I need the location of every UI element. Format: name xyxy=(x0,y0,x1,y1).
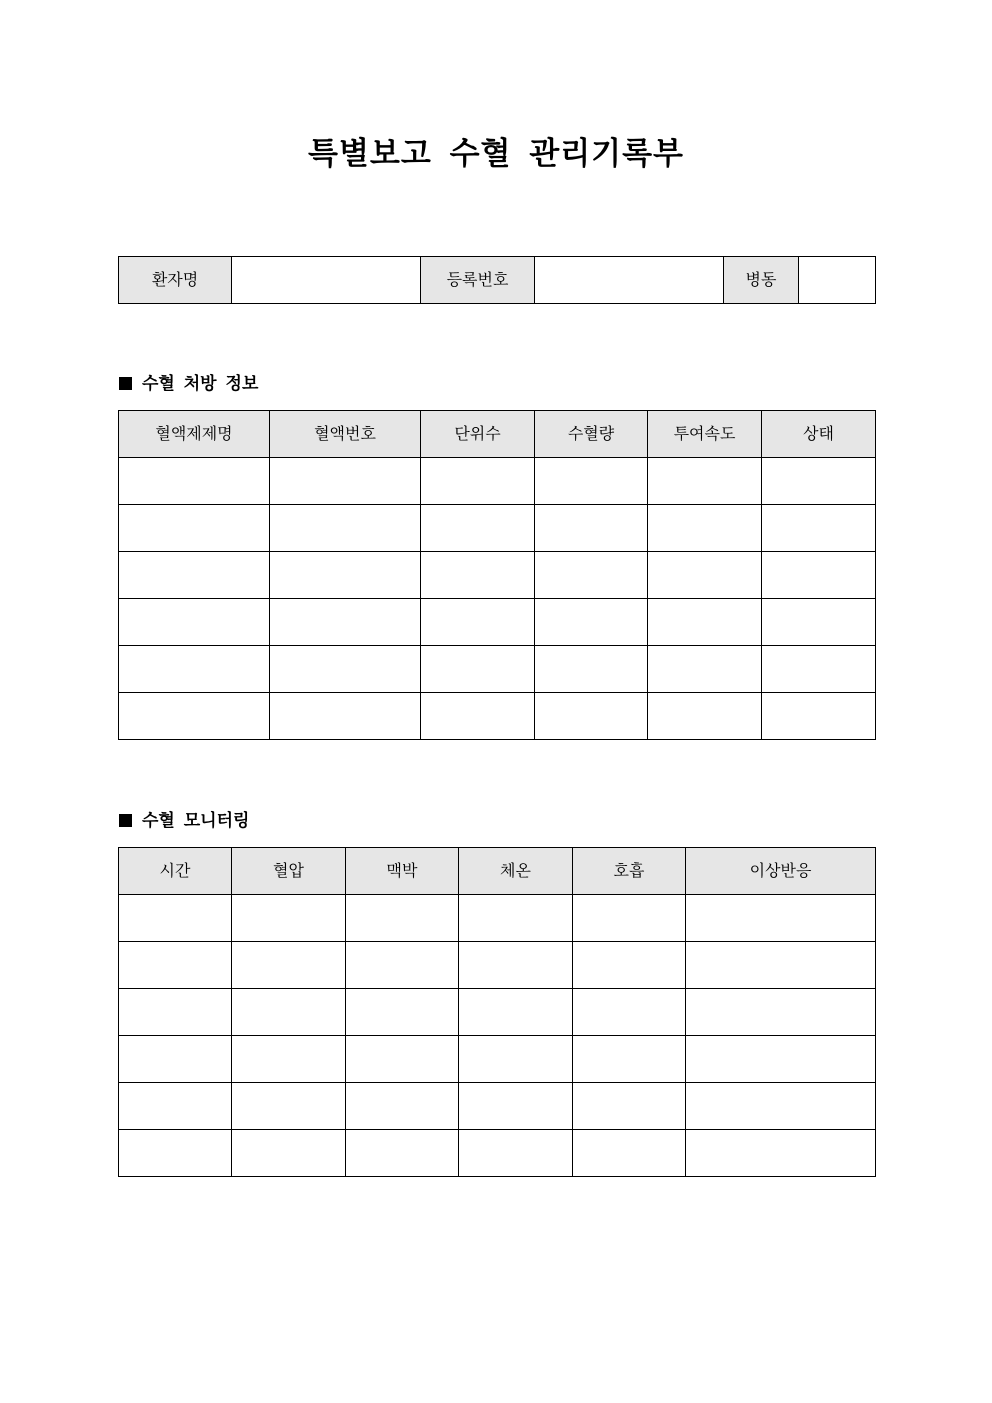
square-bullet-icon xyxy=(119,377,132,390)
prescription-cell[interactable] xyxy=(421,458,535,505)
prescription-cell[interactable] xyxy=(648,505,762,552)
prescription-cell[interactable] xyxy=(421,505,535,552)
prescription-cell[interactable] xyxy=(119,693,270,740)
column-header-status: 상태 xyxy=(762,411,876,458)
prescription-heading-text: 수혈 처방 정보 xyxy=(142,374,259,394)
monitoring-cell[interactable] xyxy=(459,1083,573,1130)
monitoring-cell[interactable] xyxy=(232,895,346,942)
prescription-cell[interactable] xyxy=(535,505,648,552)
monitoring-cell[interactable] xyxy=(573,895,686,942)
prescription-cell[interactable] xyxy=(535,552,648,599)
column-header-units: 단위수 xyxy=(421,411,535,458)
column-header-blood-number: 혈액번호 xyxy=(270,411,421,458)
prescription-cell[interactable] xyxy=(762,552,876,599)
prescription-cell[interactable] xyxy=(535,458,648,505)
monitoring-cell[interactable] xyxy=(686,1036,876,1083)
prescription-cell[interactable] xyxy=(762,505,876,552)
patient-info-row xyxy=(119,257,876,304)
monitoring-cell[interactable] xyxy=(686,1083,876,1130)
table-row xyxy=(119,1083,876,1130)
table-row xyxy=(119,552,876,599)
table-row xyxy=(119,693,876,740)
monitoring-cell[interactable] xyxy=(686,942,876,989)
prescription-section-heading xyxy=(119,372,258,396)
prescription-table xyxy=(118,410,876,740)
monitoring-cell[interactable] xyxy=(346,895,459,942)
prescription-cell[interactable] xyxy=(119,646,270,693)
prescription-cell[interactable] xyxy=(535,693,648,740)
monitoring-heading-text: 수혈 모니터링 xyxy=(142,811,250,831)
prescription-cell[interactable] xyxy=(648,646,762,693)
prescription-cell[interactable] xyxy=(119,552,270,599)
monitoring-cell[interactable] xyxy=(573,1083,686,1130)
column-header-volume: 수혈량 xyxy=(535,411,648,458)
prescription-cell[interactable] xyxy=(421,693,535,740)
monitoring-cell[interactable] xyxy=(346,942,459,989)
table-row xyxy=(119,1036,876,1083)
monitoring-cell[interactable] xyxy=(459,989,573,1036)
monitoring-cell[interactable] xyxy=(119,1036,232,1083)
monitoring-table xyxy=(118,847,876,1177)
column-header-time: 시간 xyxy=(119,848,232,895)
monitoring-cell[interactable] xyxy=(232,1036,346,1083)
monitoring-cell[interactable] xyxy=(232,1130,346,1177)
prescription-cell[interactable] xyxy=(270,458,421,505)
monitoring-cell[interactable] xyxy=(119,942,232,989)
monitoring-cell[interactable] xyxy=(573,942,686,989)
monitoring-header-row xyxy=(119,848,876,895)
monitoring-cell[interactable] xyxy=(232,1083,346,1130)
prescription-cell[interactable] xyxy=(648,693,762,740)
monitoring-cell[interactable] xyxy=(686,1130,876,1177)
table-row xyxy=(119,942,876,989)
registration-number-field[interactable] xyxy=(535,257,724,304)
table-row xyxy=(119,989,876,1036)
prescription-cell[interactable] xyxy=(421,599,535,646)
ward-label: 병동 xyxy=(724,257,799,304)
prescription-cell[interactable] xyxy=(535,646,648,693)
monitoring-cell[interactable] xyxy=(686,989,876,1036)
prescription-cell[interactable] xyxy=(270,693,421,740)
monitoring-cell[interactable] xyxy=(346,989,459,1036)
prescription-cell[interactable] xyxy=(270,505,421,552)
prescription-cell[interactable] xyxy=(119,599,270,646)
column-header-blood-pressure: 혈압 xyxy=(232,848,346,895)
table-row xyxy=(119,458,876,505)
prescription-cell[interactable] xyxy=(270,646,421,693)
registration-number-label: 등록번호 xyxy=(421,257,535,304)
table-row xyxy=(119,505,876,552)
monitoring-cell[interactable] xyxy=(573,1130,686,1177)
prescription-cell[interactable] xyxy=(648,599,762,646)
column-header-adverse-reaction: 이상반응 xyxy=(686,848,876,895)
monitoring-cell[interactable] xyxy=(459,895,573,942)
column-header-pulse: 맥박 xyxy=(346,848,459,895)
monitoring-cell[interactable] xyxy=(232,942,346,989)
patient-name-field[interactable] xyxy=(232,257,421,304)
column-header-respiration: 호흡 xyxy=(573,848,686,895)
prescription-cell[interactable] xyxy=(119,458,270,505)
column-header-temperature: 체온 xyxy=(459,848,573,895)
prescription-cell[interactable] xyxy=(762,646,876,693)
monitoring-cell[interactable] xyxy=(459,1130,573,1177)
monitoring-cell[interactable] xyxy=(346,1130,459,1177)
prescription-cell[interactable] xyxy=(421,646,535,693)
prescription-cell[interactable] xyxy=(535,599,648,646)
patient-name-label: 환자명 xyxy=(119,257,232,304)
monitoring-cell[interactable] xyxy=(119,989,232,1036)
monitoring-cell[interactable] xyxy=(119,895,232,942)
monitoring-section-heading xyxy=(119,809,249,833)
monitoring-cell[interactable] xyxy=(573,989,686,1036)
prescription-cell[interactable] xyxy=(762,599,876,646)
monitoring-cell[interactable] xyxy=(573,1036,686,1083)
table-row xyxy=(119,646,876,693)
monitoring-cell[interactable] xyxy=(232,989,346,1036)
monitoring-cell[interactable] xyxy=(686,895,876,942)
monitoring-cell[interactable] xyxy=(119,1130,232,1177)
prescription-cell[interactable] xyxy=(270,552,421,599)
prescription-cell[interactable] xyxy=(119,505,270,552)
prescription-cell[interactable] xyxy=(270,599,421,646)
monitoring-cell[interactable] xyxy=(346,1083,459,1130)
monitoring-cell[interactable] xyxy=(346,1036,459,1083)
prescription-cell[interactable] xyxy=(762,693,876,740)
page-title: 특별보고 수혈 관리기록부 xyxy=(308,136,684,172)
table-row xyxy=(119,599,876,646)
monitoring-cell[interactable] xyxy=(119,1083,232,1130)
patient-info-table xyxy=(118,256,876,304)
ward-field[interactable] xyxy=(799,257,876,304)
square-bullet-icon xyxy=(119,814,132,827)
table-row xyxy=(119,1130,876,1177)
prescription-header-row xyxy=(119,411,876,458)
column-header-blood-product: 혈액제제명 xyxy=(119,411,270,458)
monitoring-cell[interactable] xyxy=(459,942,573,989)
table-row xyxy=(119,895,876,942)
monitoring-cell[interactable] xyxy=(459,1036,573,1083)
column-header-infusion-rate: 투여속도 xyxy=(648,411,762,458)
prescription-cell[interactable] xyxy=(421,552,535,599)
prescription-cell[interactable] xyxy=(648,552,762,599)
prescription-cell[interactable] xyxy=(762,458,876,505)
prescription-cell[interactable] xyxy=(648,458,762,505)
